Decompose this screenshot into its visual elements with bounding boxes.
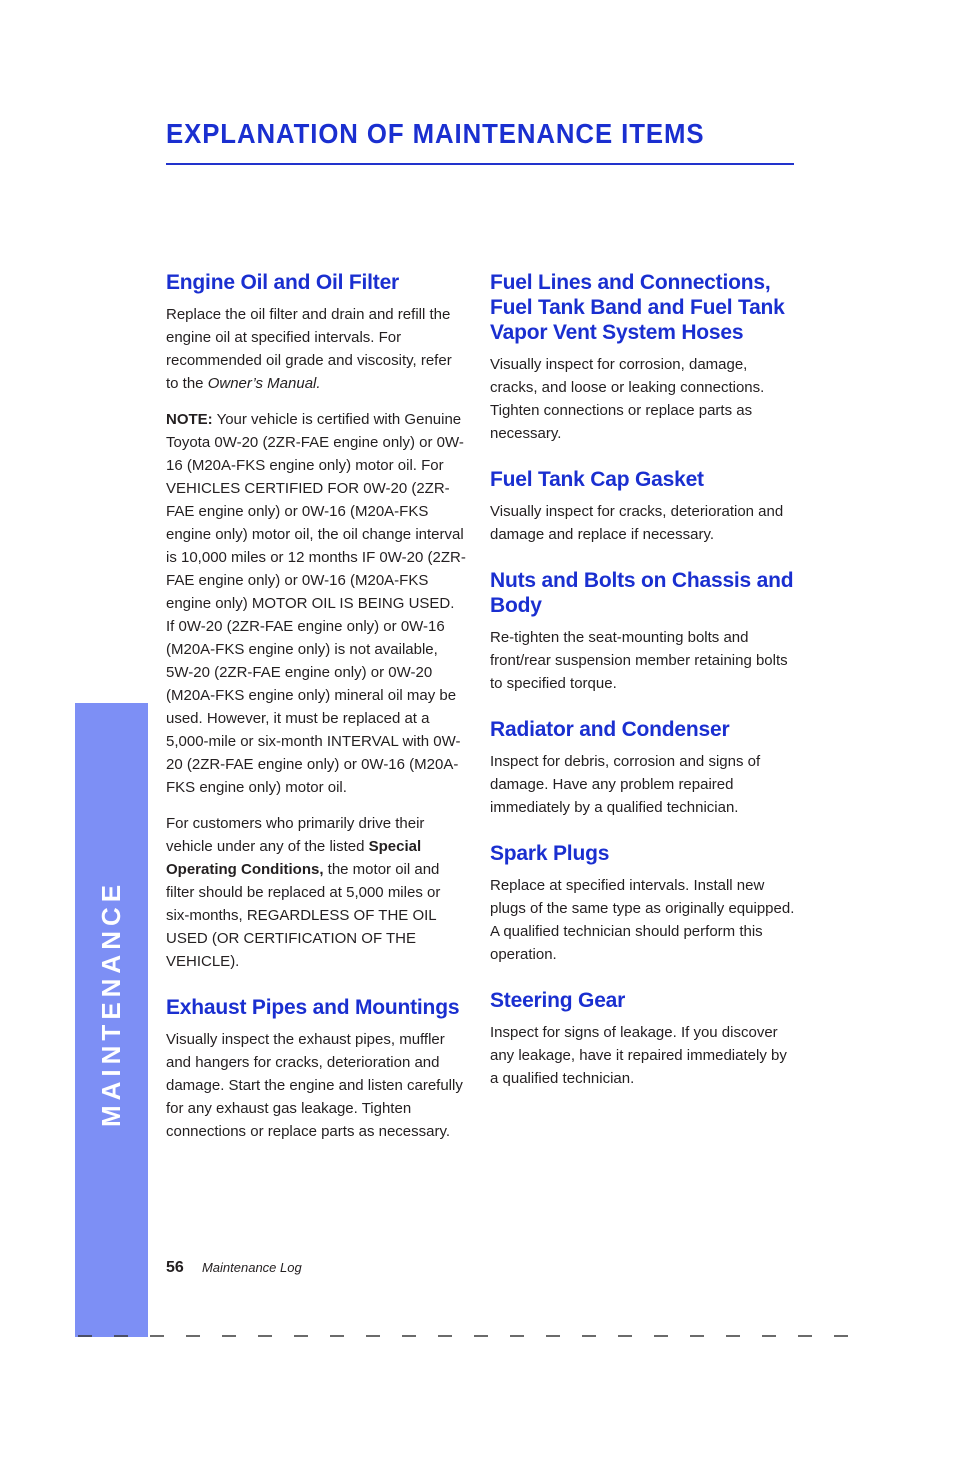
engine-oil-text: Replace the oil filter and drain and refill the engine oil at specified intervals. For recommended oil grade and viscosity, refer to the xyxy=(166,306,452,392)
section-steering xyxy=(490,988,795,1090)
section-nuts-bolts xyxy=(490,568,795,695)
section-fuel-cap xyxy=(490,467,795,546)
exhaust-text: Visually inspect the exhaust pipes, muffler and hangers for cracks, deterioration and damage. Start the engine and listen carefully for any exhaust gas leakage. Tighten connections or replace parts as necessary. xyxy=(166,1031,463,1140)
special-conditions-text-a: For customers who primarily drive their vehicle under any of the listed xyxy=(166,815,425,855)
side-tab xyxy=(75,703,148,1337)
heading-nuts-bolts: Nuts and Bolts on Chassis and Body xyxy=(490,569,794,617)
special-conditions-paragraph xyxy=(166,812,466,973)
radiator-text: Inspect for debris, corrosion and signs of damage. Have any problem repaired immediately by a qualified technician. xyxy=(490,753,761,816)
fuel-lines-text: Visually inspect for corrosion, damage, cracks, and loose or leaking connections. Tighten connections or replace parts as necessary. xyxy=(490,356,765,442)
section-fuel-lines xyxy=(490,270,795,445)
heading-steering: Steering Gear xyxy=(490,989,626,1012)
steering-text: Inspect for signs of leakage. If you discover any leakage, have it repaired immediately by a qualified technician. xyxy=(490,1024,787,1087)
special-conditions-text-b: the motor oil and filter should be replaced at 5,000 miles or six-months, REGARDLESS OF THE OIL USED (OR CERTIFICATION OF THE VEHICLE). xyxy=(166,861,441,970)
section-radiator xyxy=(490,717,795,819)
note-label: NOTE: xyxy=(166,411,213,428)
heading-exhaust: Exhaust Pipes and Mountings xyxy=(166,996,460,1019)
section-spark-plugs xyxy=(490,841,795,966)
section-engine-oil xyxy=(166,270,466,973)
title-rule xyxy=(166,163,794,165)
heading-engine-oil: Engine Oil and Oil Filter xyxy=(166,271,400,294)
engine-oil-note xyxy=(166,408,466,799)
engine-oil-paragraph xyxy=(166,303,466,395)
heading-radiator: Radiator and Condenser xyxy=(490,718,730,741)
side-tab-label: MAINTENANCE xyxy=(96,879,126,1127)
spark-plugs-text: Replace at specified intervals. Install new plugs of the same type as originally equipped. A qualified technician should perform this operation. xyxy=(490,877,795,963)
heading-fuel-cap: Fuel Tank Cap Gasket xyxy=(490,468,704,491)
note-text: Your vehicle is certified with Genuine Toyota 0W-20 (2ZR-FAE engine only) or 0W-16 (M20A-FKS engine only) motor oil. For VEHICLES CERTIFIED FOR 0W-20 (2ZR-FAE engine only) or 0W-16 (M20A-FKS engine only) motor oil, the oil change interval is 10,000 miles or 12 months IF 0W-20 (2ZR-FAE engine only) or 0W-16 (M20A-FKS engine only) MOTOR OIL IS BEING USED. If 0W-20 (2ZR-FAE engine only) or 0W-16 (M20A-FKS engine only) is not available, 5W-20 (2ZR-FAE engine only) or 0W-20 (M20A-FKS engine only) mineral oil may be used. However, it must be replaced at a 5,000-mile or six-month INTERVAL with 0W-20 (2ZR-FAE engine only) or 0W-16 (M20A-FKS engine only) motor oil. xyxy=(166,411,466,796)
page-number: 56 xyxy=(166,1259,184,1276)
page-title: EXPLANATION OF MAINTENANCE ITEMS xyxy=(166,118,705,149)
crop-dash-rule xyxy=(0,1334,960,1338)
left-column xyxy=(166,270,466,1165)
page-footer xyxy=(166,1259,302,1277)
nuts-bolts-text: Re-tighten the seat-mounting bolts and front/rear suspension member retaining bolts to specified torque. xyxy=(490,629,788,692)
owners-manual-ref: Owner’s Manual. xyxy=(207,375,321,392)
footer-label: Maintenance Log xyxy=(201,1260,302,1275)
right-column xyxy=(490,270,795,1112)
section-exhaust xyxy=(166,995,466,1143)
special-conditions-bold: Special Operating Conditions, xyxy=(166,838,422,878)
heading-spark-plugs: Spark Plugs xyxy=(490,842,610,865)
heading-fuel-lines: Fuel Lines and Connections, Fuel Tank Band and Fuel Tank Vapor Vent System Hoses xyxy=(490,271,785,344)
fuel-cap-text: Visually inspect for cracks, deterioration and damage and replace if necessary. xyxy=(490,503,784,543)
